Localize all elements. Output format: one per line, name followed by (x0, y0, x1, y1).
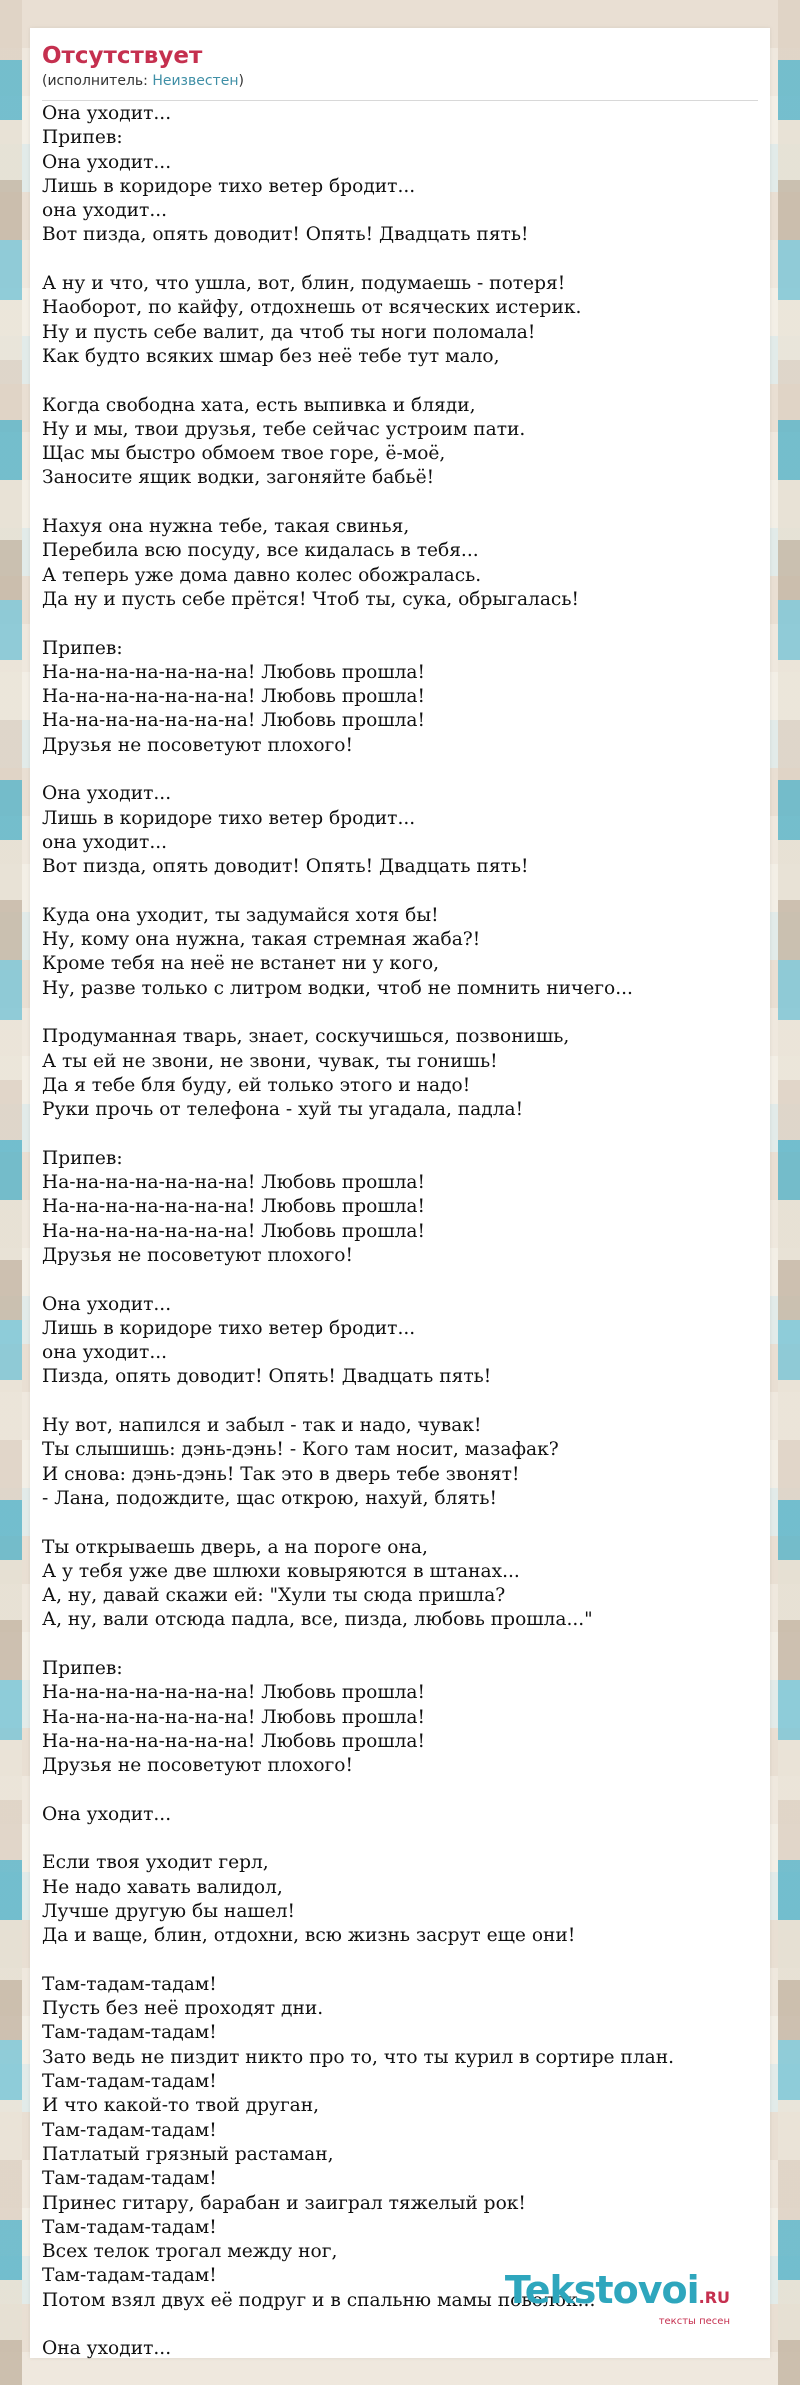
artist-prefix: (исполнитель: (42, 73, 153, 89)
song-header (42, 42, 758, 101)
lyrics-card (30, 28, 770, 2358)
logo-tagline: тексты песен (658, 2316, 730, 2327)
lyrics-text: Она уходит... Припев: Она уходит... Лишь в коридоре тихо ветер бродит... она уходит... Вот пизда, опять доводит! Опять! Двадцать пять! А ну и что, что ушла, вот, блин, подумаешь - потеря! Наоборот, по кайфу, отдохнешь от всяческих истерик. Ну и пусть себе валит, да чтоб ты ноги поломала! Как будто всяких шмар без неё тебе тут мало, Когда свободна хата, есть выпивка и бляди, Ну и мы, твои друзья, тебе сейчас устроим пати. Щас мы быстро обмоем твое горе, ё-моё, Заносите ящик водки, загоняйте бабьё! Нахуя она нужна тебе, такая свинья, Перебила всю посуду, все кидалась в тебя... А теперь уже дома давно колес обожралась. Да ну и пусть себе прётся! Чтоб ты, сука, обрыгалась! Припев: На-на-на-на-на-на-на! Любовь прошла! На-на-на-на-на-на-на! Любовь прошла! На-на-на-на-на-на-на! Любовь прошла! Друзья не посоветуют плохого! Она уходит... Лишь в коридоре тихо ветер бродит... она уходит... Вот пизда, опять доводит! Опять! Двадцать пять! Куда она уходит, ты задумайся хотя бы! Ну, кому она нужна, такая стремная жаба?! Кроме тебя на неё не встанет ни у кого, Ну, разве только с литром водки, чтоб не помнить ничего... Продуманная тварь, знает, соскучишься, позвонишь, А ты ей не звони, не звони, чувак, ты гонишь! Да я тебе бля буду, ей только этого и надо! Руки прочь от телефона - хуй ты угадала, падла! Припев: На-на-на-на-на-на-на! Любовь прошла! На-на-на-на-на-на-на! Любовь прошла! На-на-на-на-на-на-на! Любовь прошла! Друзья не посоветуют плохого! Она уходит... Лишь в коридоре тихо ветер бродит... она уходит... Пизда, опять доводит! Опять! Двадцать пять! Ну вот, напился и забыл - так и надо, чувак! Ты слышишь: дэнь-дэнь! - Кого там носит, мазафак? И снова: дэнь-дэнь! Так это в дверь тебе звонят! - Лана, подождите, щас открою, нахуй, блять! Ты открываешь дверь, а на пороге она, А у тебя уже две шлюхи ковыряются в штанах... А, ну, давай скажи ей: "Хули ты сюда пришла? А, ну, вали отсюда падла, все, пизда, любовь прошла..." Припев: На-на-на-на-на-на-на! Любовь прошла! На-на-на-на-на-на-на! Любовь прошла! На-на-на-на-на-на-на! Любовь прошла! Друзья не посоветуют плохого! Она уходит... Если твоя уходит герл, Не надо хавать валидол, Лучше другую бы нашел! Да и ваще, блин, отдохни, всю жизнь засрут еще они! Там-тадам-тадам! Пусть без неё проходят дни. Там-тадам-тадам! Зато ведь не пиздит никто про то, что ты курил в сортире план. Там-тадам-тадам! И что какой-то твой друган, Там-тадам-тадам! Патлатый грязный растаман, Там-тадам-тадам! Принес гитару, барабан и заиграл тяжелый рок! Там-тадам-тадам! Всех телок трогал между ног, Там-тадам-тадам! Потом взял двух её подруг и в спальню мамы поволок... Она уходит... (42, 103, 675, 2360)
logo-tld: .RU (698, 2288, 730, 2307)
song-title: Отсутствует (42, 43, 203, 69)
artist-suffix: ) (238, 73, 244, 89)
background-stripe-left (0, 0, 22, 2385)
logo-name: Tekstovoi (504, 2268, 699, 2312)
artist-line (42, 71, 758, 91)
background-stripe-right (778, 0, 800, 2385)
artist-link[interactable]: Неизвестен (152, 73, 239, 89)
site-logo[interactable] (505, 2270, 730, 2328)
